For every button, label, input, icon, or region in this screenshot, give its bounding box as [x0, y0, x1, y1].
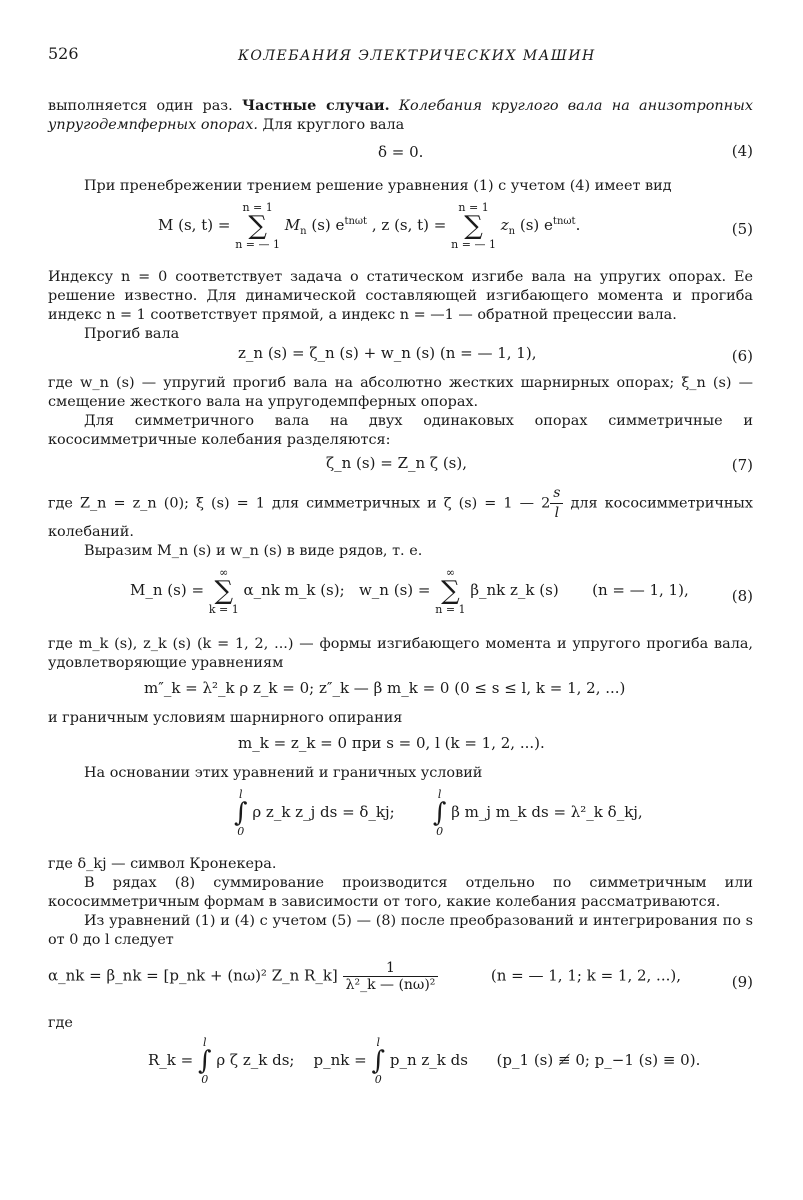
equation-number: (8)	[731, 587, 753, 605]
paragraph-11: На основании этих уравнений и граничных условий	[84, 765, 483, 781]
paragraph-2: При пренебрежении трением решение уравнения (1) с учетом (4) имеет вид	[84, 178, 672, 194]
italic-heading: Колебания круглого вала на анизотропных упругодемпферных опорах.	[48, 98, 753, 133]
running-title: КОЛЕБАНИЯ ЭЛЕКТРИЧЕСКИХ МАШИН	[238, 48, 596, 64]
equation-orthogonality: l ∫ 0 ρ z_k z_j ds = δ_kj; l ∫ 0 β m_j m_k ds = λ²_k δ_kj,	[234, 788, 643, 838]
sum-symbol: n = 1 ∑ n = — 1	[451, 201, 496, 251]
paragraph-13: В рядах (8) суммирование производится отдельно по симметричным или кососимметричным формам в зависимости от того, какие колебания рассматриваются.	[48, 875, 753, 910]
paragraph-1: выполняется один раз. Частные случаи. Колебания круглого вала на анизотропных упругодемпферных опорах. Для круглого вала	[48, 97, 753, 133]
paragraph-6: Для симметричного вала на двух одинаковых опорах симметричные и кососимметричные колебания разделяются:	[48, 413, 753, 448]
paragraph-7: где Z_n = z_n (0); ξ (s) = 1 для симметричных и ζ (s) = 1 — 2 $\frac{s}{l}$ для кососимметричных колебаний.	[48, 485, 754, 540]
paragraph-9: где m_k (s), z_k (s) (k = 1, 2, ...) — формы изгибающего момента и упругого прогиба вала, удовлетворяющие уравнениям	[48, 636, 753, 671]
equation-boundary-conditions: m_k = z_k = 0 при s = 0, l (k = 1, 2, ...).	[238, 734, 545, 752]
page-number: 526	[48, 44, 79, 63]
paragraph-15: где	[48, 1015, 73, 1031]
equation-8: M_n (s) = ∞ ∑ k = 1 α_nk m_k (s); w_n (s) = ∞ ∑ n = 1 β_nk z_k (s) (n = — 1, 1), (8)	[130, 566, 753, 616]
equation-number: (9)	[731, 973, 753, 991]
sum-symbol: n = 1 ∑ n = — 1	[235, 201, 281, 251]
integral-symbol: l ∫ 0	[432, 788, 447, 838]
equation-4: δ = 0. (4)	[378, 142, 753, 161]
paragraph-4: Прогиб вала	[84, 326, 180, 342]
integral-symbol: l ∫ 0	[234, 788, 248, 838]
equation-number: (6)	[731, 347, 753, 365]
equation-9: α_nk = β_nk = [p_nk + (nω)² Z_n R_k] $\frac{1}{\text{λ²\_k — (nω)²}}$ (n = — 1, 1; k = 1, 2, ...), (9)	[48, 960, 753, 993]
bold-heading: Частные случаи.	[241, 97, 390, 114]
equation-number: (5)	[731, 220, 753, 238]
sum-symbol: ∞ ∑ k = 1	[208, 566, 239, 616]
fraction: $\frac{s}{l}$	[550, 484, 563, 523]
page-header	[48, 44, 753, 74]
paragraph-10: и граничным условиям шарнирного опирания	[48, 710, 403, 726]
paragraph-8: Выразим M_n (s) и w_n (s) в виде рядов, т. е.	[84, 543, 423, 559]
paragraph-3: Индексу n = 0 соответствует задача о статическом изгибе вала на упругих опорах. Ее решение известно. Для динамической составляющей изгибающего момента и прогиба индекс n = 1 соответствует прямой, а индекс n = —1 — обратной прецессии вала.	[48, 269, 753, 323]
equation-shape-equations: m″_k = λ²_k ρ z_k = 0; z″_k — β m_k = 0 (0 ≤ s ≤ l, k = 1, 2, ...)	[144, 679, 626, 697]
paragraph-5: где w_n (s) — упругий прогиб вала на абсолютно жестких шарнирных опорах; ξ_n (s) — смещение жесткого вала на упругодемпферных опорах.	[48, 375, 753, 410]
sum-symbol: ∞ ∑ n = 1	[435, 566, 466, 616]
page	[48, 44, 753, 1103]
paragraph-12: где δ_kj — символ Кронекера.	[48, 856, 277, 872]
equation-number: (7)	[731, 456, 753, 474]
integral-symbol: l ∫ 0	[198, 1036, 212, 1086]
paragraph-14: Из уравнений (1) и (4) с учетом (5) — (8) после преобразований и интегрирования по s от 0 до l следует	[48, 913, 753, 948]
equation-10: R_k = l ∫ 0 ρ ζ z_k ds; p_nk = l ∫ 0 p_n z_k ds (p_1 (s) ≢ 0; p_−1 (s) ≡ 0).	[148, 1036, 701, 1086]
fraction: $\frac{1}{\text{λ²\_k — (nω)²}}$	[343, 960, 439, 993]
integral-symbol: l ∫ 0	[371, 1036, 386, 1086]
equation-6: z_n (s) = ζ_n (s) + w_n (s) (n = — 1, 1), (6)	[238, 344, 753, 365]
equation-number: (4)	[731, 142, 753, 160]
equation-5: M (s, t) = n = 1 ∑ n = — 1 $M_n$ (s) $e^{tn\omega t}$ , z (s, t) = n = 1 ∑ n = — 1 $z_n$ (s) $e^{tn\omega t}$. (5)	[158, 201, 753, 251]
equation-7: ζ_n (s) = Z_n ζ (s), (7)	[326, 454, 753, 474]
